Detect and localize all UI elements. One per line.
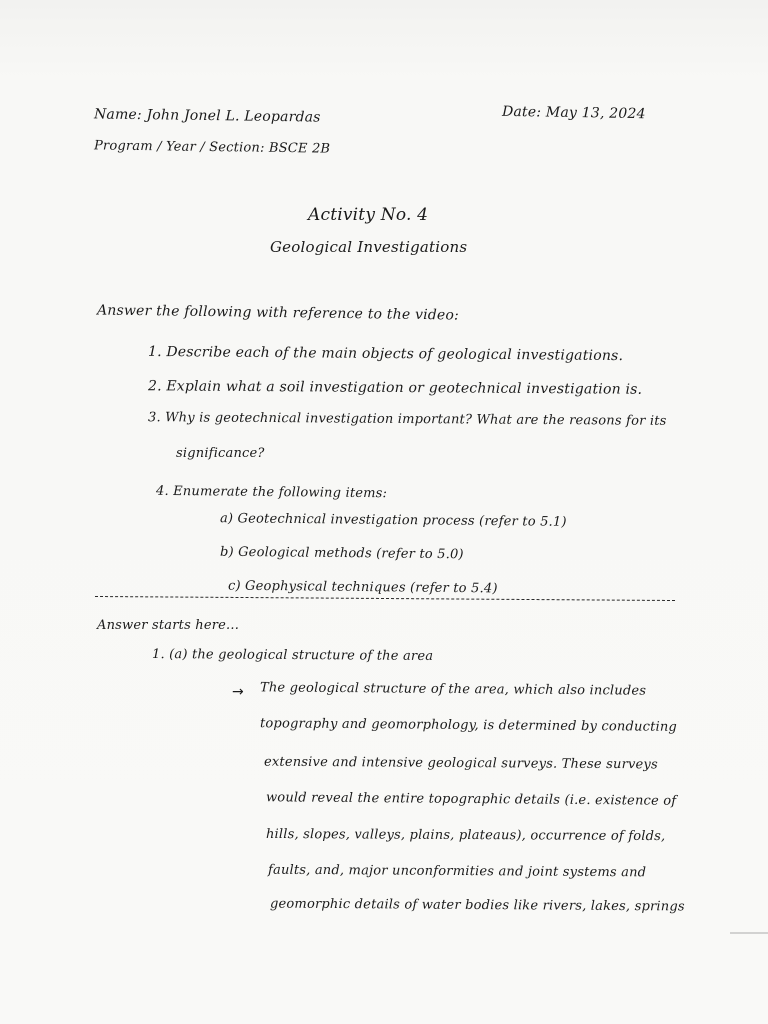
item-a: a) Geotechnical investigation process (refer to 5.1)	[219, 511, 567, 530]
answer-item-heading: 1. (a) the geological structure of the area	[151, 647, 434, 664]
date: Date: May 13, 2024	[501, 103, 646, 123]
answer-line-4: would reveal the entire topographic details (i.e. existence of	[265, 790, 677, 809]
arrow-icon: →	[232, 684, 244, 700]
instructions: Answer the following with reference to the video:	[96, 302, 460, 324]
item-b: b) Geological methods (refer to 5.0)	[219, 544, 464, 563]
question-4: 4. Enumerate the following items:	[155, 483, 388, 502]
answer-line-3: extensive and intensive geological surveys. These surveys	[263, 754, 658, 773]
answer-line-1: The geological structure of the area, which also includes	[259, 680, 647, 699]
student-name: Name: John Jonel L. Leopardas	[93, 106, 321, 126]
question-1: 1. Describe each of the main objects of geological investigations.	[147, 343, 624, 365]
question-3-cont: significance?	[176, 446, 265, 461]
question-3: 3. Why is geotechnical investigation important? What are the reasons for its	[147, 410, 667, 429]
item-c: c) Geophysical techniques (refer to 5.4)	[227, 578, 498, 597]
answer-line-2: topography and geomorphology, is determined by conducting	[259, 716, 678, 735]
program-section: Program / Year / Section: BSCE 2B	[93, 138, 331, 157]
answer-line-7: geomorphic details of water bodies like rivers, lakes, springs	[269, 896, 685, 915]
answer-line-6: faults, and, major unconformities and joint systems and	[267, 862, 647, 881]
activity-title: Activity No. 4	[308, 205, 429, 225]
answer-start: Answer starts here...	[97, 618, 240, 633]
question-2: 2. Explain what a soil investigation or geotechnical investigation is.	[147, 378, 643, 398]
scan-mark	[730, 932, 768, 934]
activity-subtitle: Geological Investigations	[270, 238, 468, 256]
dashed-divider	[95, 596, 675, 601]
answer-line-5: hills, slopes, valleys, plains, plateaus), occurrence of folds,	[265, 826, 666, 845]
